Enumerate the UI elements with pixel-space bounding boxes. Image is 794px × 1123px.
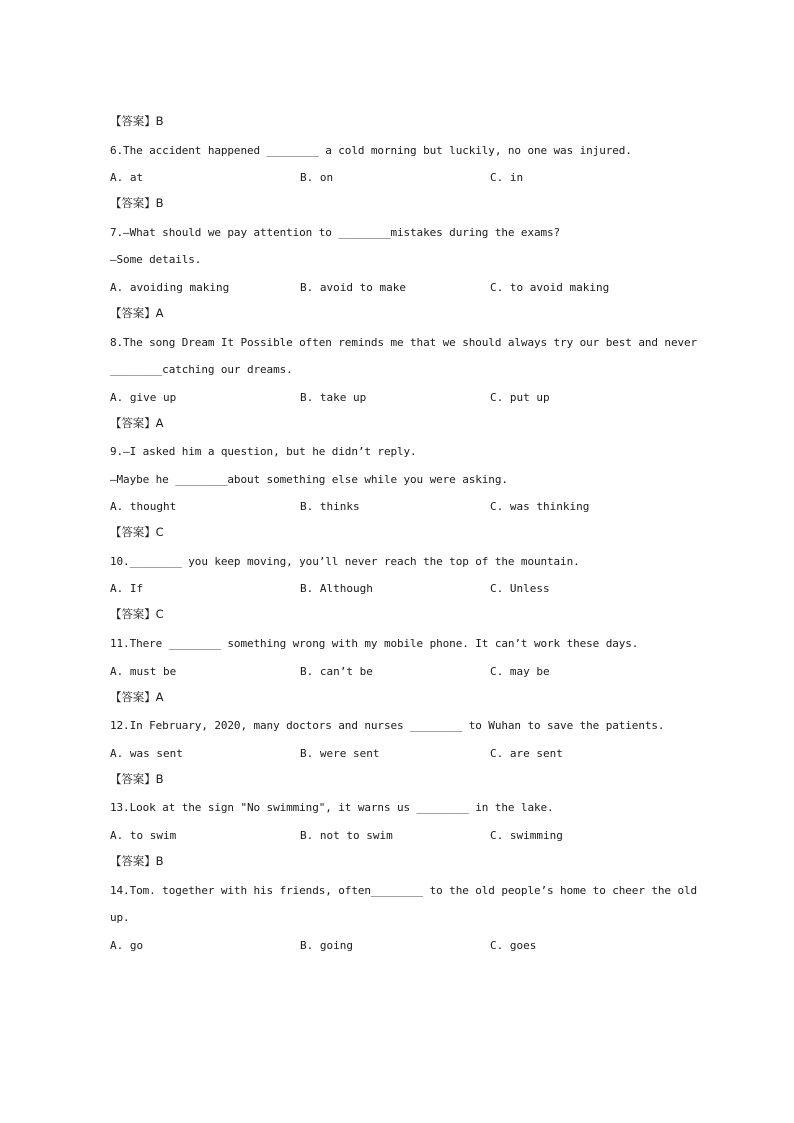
option-b: B. not to swim	[300, 829, 393, 842]
option-c: C. swimming	[490, 829, 563, 842]
option-c: C. may be	[490, 665, 550, 678]
answer-label: 【答案】A	[110, 306, 164, 320]
option-a: A. avoiding making	[110, 281, 230, 294]
option-b: B. on	[300, 171, 334, 184]
option-a: A. to swim	[110, 829, 177, 842]
question-stem: 14.Tom. together with his friends, often________ to the old people’s home to cheer the old	[110, 884, 698, 897]
question-stem-continued: up.	[110, 911, 130, 924]
question-stem: 11.There ________ something wrong with my mobile phone. It can’t work these days.	[110, 637, 639, 650]
option-c: C. Unless	[490, 582, 550, 595]
option-c: C. put up	[490, 391, 550, 404]
question-stem: 9.—I asked him a question, but he didn’t reply.	[110, 445, 417, 458]
option-b: B. Although	[300, 582, 373, 595]
question-stem: 10.________ you keep moving, you’ll never reach the top of the mountain.	[110, 555, 580, 568]
dialogue-reply: —Maybe he ________about something else while you were asking.	[110, 473, 508, 486]
answer-label: 【答案】B	[110, 772, 164, 786]
option-c: C. to avoid making	[490, 281, 610, 294]
option-a: A. must be	[110, 665, 177, 678]
dialogue-reply: —Some details.	[110, 253, 202, 266]
option-b: B. going	[300, 939, 353, 952]
option-b: B. thinks	[300, 500, 360, 513]
question-stem: 6.The accident happened ________ a cold morning but luckily, no one was injured.	[110, 144, 632, 157]
question-stem: 8.The song Dream It Possible often reminds me that we should always try our best and never	[110, 336, 698, 349]
question-stem: 7.—What should we pay attention to ________mistakes during the exams?	[110, 226, 561, 239]
question-stem: 13.Look at the sign "No swimming", it warns us ________ in the lake.	[110, 801, 554, 814]
option-c: C. goes	[490, 939, 537, 952]
answer-label: 【答案】C	[110, 607, 164, 621]
option-a: A. go	[110, 939, 144, 952]
question-stem: 12.In February, 2020, many doctors and nurses ________ to Wuhan to save the patients.	[110, 719, 665, 732]
option-b: B. can’t be	[300, 665, 373, 678]
option-a: A. was sent	[110, 747, 183, 760]
option-b: B. were sent	[300, 747, 380, 760]
option-a: A. thought	[110, 500, 177, 513]
option-a: A. If	[110, 582, 144, 595]
option-c: C. in	[490, 171, 524, 184]
option-a: A. give up	[110, 391, 177, 404]
answer-label: 【答案】A	[110, 416, 164, 430]
question-stem-continued: ________catching our dreams.	[110, 363, 293, 376]
option-b: B. take up	[300, 391, 367, 404]
answer-label: 【答案】B	[110, 196, 164, 210]
option-c: C. are sent	[490, 747, 563, 760]
option-c: C. was thinking	[490, 500, 590, 513]
answer-label: 【答案】B	[110, 854, 164, 868]
option-a: A. at	[110, 171, 144, 184]
answer-label: 【答案】B	[110, 114, 164, 128]
answer-label: 【答案】C	[110, 525, 164, 539]
option-b: B. avoid to make	[300, 281, 406, 294]
answer-label: 【答案】A	[110, 690, 164, 704]
